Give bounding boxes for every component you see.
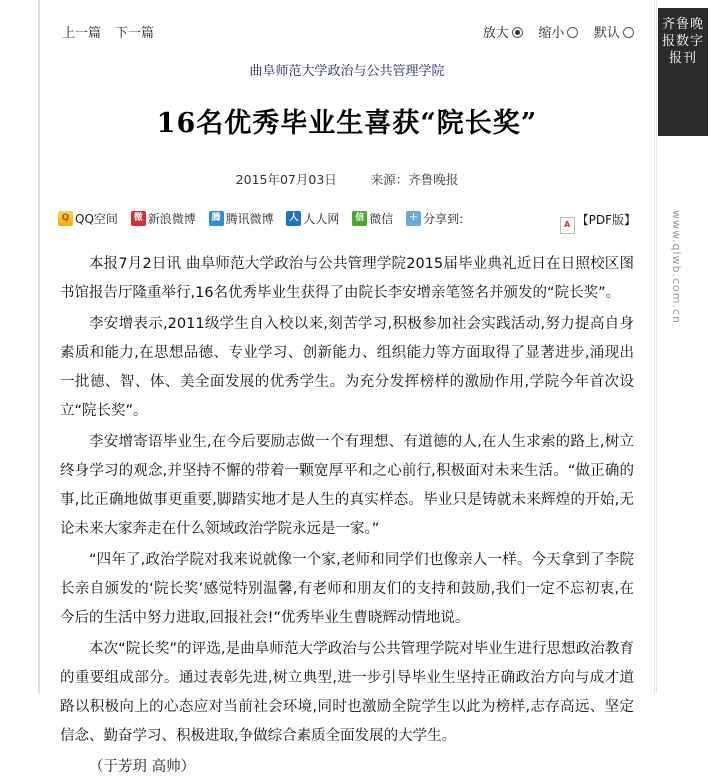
wechat-icon: 信	[352, 211, 367, 226]
sina-weibo-icon: 微	[131, 211, 146, 226]
font-shrink-label: 缩小	[538, 25, 565, 40]
article-paragraph: 本报7月2日讯 曲阜师范大学政治与公共管理学院2015届毕业典礼近日在日照校区图书馆报告厅隆重举行,16名优秀毕业生获得了由院长李安增亲笔签名并颁发的“院长奖”。	[60, 256, 634, 301]
article-byline: （于芳玥 高帅）	[89, 759, 196, 775]
share-icon: ＋	[406, 211, 421, 226]
pdf-icon: A	[560, 217, 575, 234]
rail-brand-badge[interactable]: 齐鲁晚报数字报刊	[658, 8, 708, 136]
article-toolbar	[40, 0, 654, 42]
font-enlarge-label: 放大	[482, 25, 509, 40]
radio-shrink-icon[interactable]	[567, 27, 578, 38]
qzone-icon: Q	[58, 211, 73, 226]
share-bar	[58, 210, 636, 232]
share-wechat-label: 微信	[369, 212, 394, 226]
right-rail	[656, 0, 710, 693]
article-paragraph: 本次“院长奖”的评选,是曲阜师范大学政治与公共管理学院对毕业生进行思想政治教育的重要组成部分。通过表彰先进,树立典型,进一步引导毕业生坚持正确政治方向与成才道路以积极向上的心态应对当前社会环境,同时也激励全院学生以此为榜样,志存高远、坚定信念、勤奋学习、积极进取,争做综合素质全面发展的大学生。	[60, 641, 634, 744]
prev-article-link[interactable]: 上一篇	[62, 25, 102, 40]
article-source: 来源：齐鲁晚报	[370, 172, 459, 187]
font-default-label: 默认	[593, 25, 620, 40]
tencent-weibo-icon: 腾	[209, 211, 224, 226]
radio-default-icon[interactable]	[623, 27, 634, 38]
prev-next-nav	[62, 22, 168, 41]
share-renren-label: 人人网	[303, 212, 340, 226]
font-shrink-button[interactable]	[538, 22, 578, 41]
font-enlarge-button[interactable]	[483, 22, 523, 41]
font-default-button[interactable]	[594, 22, 634, 41]
share-sina-weibo-label: 新浪微博	[147, 212, 196, 226]
article-paragraph: “四年了,政治学院对我来说就像一个家,老师和同学们也像亲人一样。今天拿到了李院长亲自颁发的‘院长奖’感觉特别温馨,有老师和朋友们的支持和鼓励,我们一定不忘初衷,在今后的生活中努力进取,回报社会!”优秀毕业生曹晓辉动情地说。	[60, 552, 634, 626]
font-size-controls	[471, 22, 634, 41]
rail-watermark: www.qlwb.com.cn	[670, 210, 683, 324]
next-article-link[interactable]: 下一篇	[115, 25, 155, 40]
publish-date: 2015年07月03日	[235, 172, 337, 187]
share-wechat[interactable]	[352, 210, 393, 227]
renren-icon: 人	[286, 211, 301, 226]
article-meta	[40, 170, 654, 188]
article-paragraph: 李安增表示,2011级学生自入校以来,刻苦学习,积极参加社会实践活动,努力提高自身素质和能力,在思想品德、专业学习、创新能力、组织能力等方面取得了显著进步,涌现出一批德、智、体、美全面发展的优秀学生。为充分发挥榜样的激励作用,学院今年首次设立“院长奖”。	[60, 316, 634, 419]
share-sina-weibo[interactable]	[131, 210, 196, 227]
article-paragraph: 李安增寄语毕业生,在今后要励志做一个有理想、有道德的人,在人生求索的路上,树立终身学习的观念,并坚持不懈的带着一颗宽厚平和之心前行,积极面对未来生活。“做正确的事,比正确地做事更重要,脚踏实地才是人生的真实样态。毕业只是铸就未来辉煌的开始,无论未来大家奔走在什么领域政治学院永远是一家。”	[60, 434, 634, 537]
share-to-label: 分享到:	[423, 212, 464, 226]
radio-enlarge-icon[interactable]	[512, 27, 523, 38]
article-body	[60, 250, 634, 782]
share-qzone[interactable]	[58, 210, 118, 227]
pdf-version-label: 【PDF版】	[576, 213, 636, 227]
share-renren[interactable]	[286, 210, 339, 227]
share-tencent-weibo-label: 腾讯微博	[225, 212, 274, 226]
left-gutter	[0, 0, 39, 693]
pdf-version-link[interactable]	[560, 211, 636, 234]
share-tencent-weibo[interactable]	[209, 210, 274, 227]
rail-divider	[656, 0, 657, 693]
share-qzone-label: QQ空间	[75, 212, 118, 226]
share-to[interactable]	[406, 210, 463, 227]
article-container	[39, 0, 655, 775]
page-title: 16名优秀毕业生喜获“院长奖”	[156, 108, 538, 139]
publisher-org: 曲阜师范大学政治与公共管理学院	[249, 64, 445, 79]
